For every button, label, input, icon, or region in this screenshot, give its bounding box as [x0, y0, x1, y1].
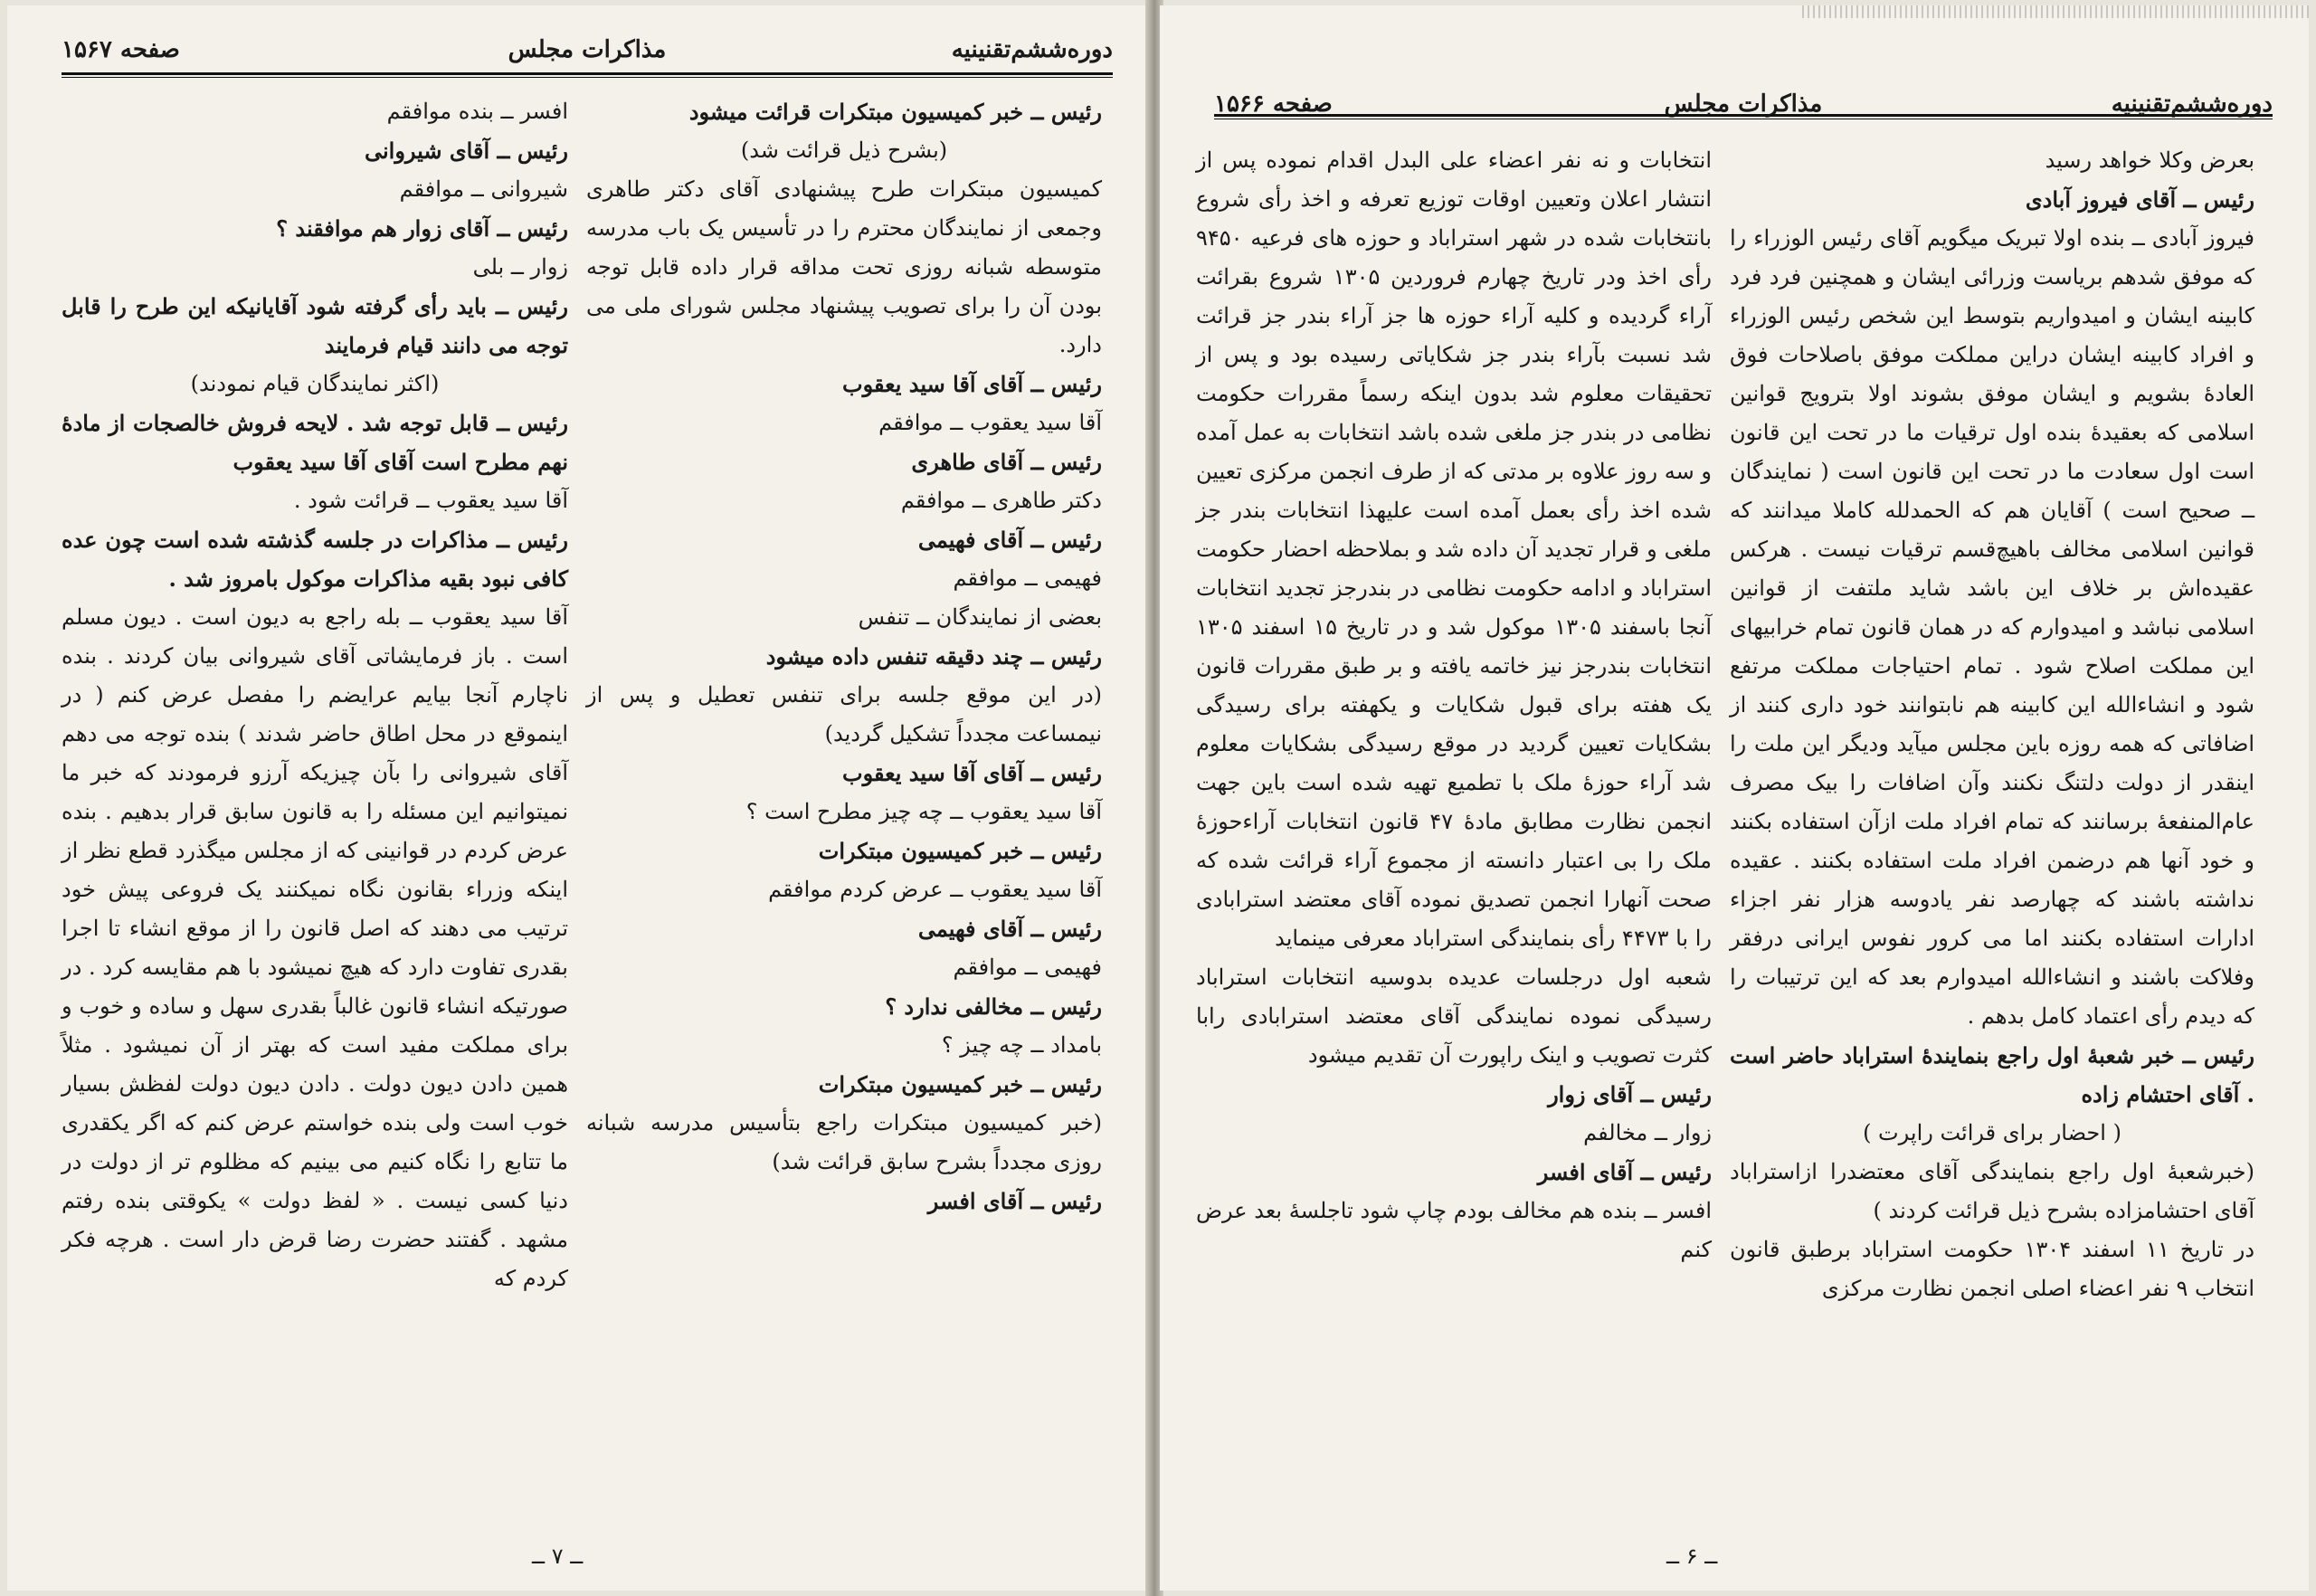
paragraph: رئیس ــ آقای افسر: [1537, 1159, 1712, 1185]
paragraph: افسر ــ بنده موافقم: [386, 99, 568, 124]
paragraph: آقا سید یعقوب ــ موافقم: [878, 410, 1102, 435]
right-page-column-2: [1196, 141, 1712, 1269]
paragraph: زوار ــ بلی: [472, 254, 568, 280]
paragraph: رئیس ــ آقای شیروانی: [364, 138, 568, 164]
page-title: مذاکرات مجلس: [1664, 90, 1823, 118]
paragraph: ( احضار برای قرائت راپرت ): [1863, 1120, 2121, 1145]
paragraph: رئیس ــ آقای آقا سید یعقوب: [842, 371, 1102, 397]
paragraph: افسر ــ بنده هم مخالف بودم چاپ شود تاجلسهٔ بعد عرض کنم: [1196, 1198, 1712, 1262]
paragraph: شعبه اول درجلسات عدیده بدوسیه انتخابات استراباد رسیدگی نموده نمایندگی آقای معتضد استرابادی رابا کثرت تصویب و اینک راپورت آن تقدیم میشود: [1196, 964, 1712, 1068]
paragraph: بعضی از نمایندگان ــ تنفس: [858, 604, 1102, 630]
page-title: مذاکرات مجلس: [508, 36, 667, 63]
paragraph: آقا سید یعقوب ــ قرائت شود .: [293, 488, 568, 513]
paragraph: رئیس ــ مخالفی ندارد ؟: [885, 993, 1102, 1020]
left-page-column-1: [586, 92, 1102, 1221]
paragraph: آقا سید یعقوب ــ بله راجع به دیون است . دیون مسلم است . باز فرمایشاتی آقای شیروانی بیان کردند . بنده ناچارم آنجا بیایم عرایضم را مفصل عرض کنم ( در اینموقع در محل اطاق حاضر شدند ) بنده توجه می دهم آقای شیروانی را بآن چیزیکه آرزو فرمودند که خبر ما نمیتوانیم این مسئله را به قانون سابق قرار بدهیم . بنده عرض کردم در قوانینی که از مجلس میگذرد قطع نظر از اینکه وزراء بقانون نگاه نمیکنند یک فروعی پیش خود ترتیب می دهند که اصل قانون را از موقع انشاء تا اجرا بقدری تفاوت دارد که هیچ نمیشود با هم مقایسه کرد . در صورتیکه انشاء قانون غالباً بقدری سهل و ساده و خوب و برای مملکت مفید است که بهتر از آن نمیشود . مثلاً همین دادن دیون دولت . دادن دیون دولت لفظش بسیار خوب است ولی بنده خواستم عرض کنم که اگر یکقدری ما تتابع را نگاه کنیم می بینیم که مظلوم تر از دولت در دنیا کسی نیست . « لفظ دولت » یکوقتی بنده رفتم مشهد . گفتند حضرت رضا قرض دار است . هرچه فکر کردم که: [62, 604, 569, 1291]
header-rule: [62, 72, 1113, 78]
right-page: [1160, 5, 2309, 1591]
paragraph: رئیس ــ خبر کمیسیون مبتکرات قرائت میشود: [688, 99, 1102, 125]
header-rule: [1214, 114, 2273, 119]
paragraph: رئیس ــ آقای زوار: [1548, 1081, 1712, 1107]
paragraph: رئیس ــ آقای افسر: [927, 1188, 1102, 1214]
paragraph: فهیمی ــ موافقم: [953, 955, 1102, 980]
scan-speckle: [1802, 5, 2309, 18]
folio-number: ــ ۶ ــ: [1666, 1544, 1718, 1569]
paragraph: بامداد ــ چه چیز ؟: [941, 1032, 1102, 1058]
right-page-column-1: [1730, 141, 2254, 1308]
paragraph: رئیس ــ آقای فیروز آبادی: [2025, 186, 2254, 213]
paragraph: انتخابات و نه نفر اعضاء علی البدل اقدام نموده پس از انتشار اعلان وتعیین اوقات توزیع تعرفه و اخذ رأی شروع بانتخابات شده در شهر استراباد و حوزه های فرعیه ۹۴۵۰ رأی اخذ ودر تاریخ چهارم فروردین ۱۳۰۵ شروع بقرائت آراء گردیده و کلیه آراء حوزه ها جز آراء بندر جز قرائت شد نسبت بآراء بندر جز شکایاتی رسیده بود و پس از تحقیقات معلوم شد بدون اینکه رسماً مقررات حکومت نظامی در بندر جز ملغی شده باشد انتخابات به عمل آمده و سه روز علاوه بر مدتی که از طرف انجمن مرکزی تعیین شده اخذ رأی بعمل آمده است علیهذا انتخابات بندر جز ملغی و قرار تجدید آن داده شد و بملاحظه احضار حکومت استراباد و ادامه حکومت نظامی در بندرجز تجدید انتخابات آنجا باسفند ۱۳۰۵ موکول شد و در تاریخ ۱۵ اسفند ۱۳۰۵ انتخابات بندرجز نیز خاتمه یافته و بر طبق مقررات قانون یک هفته برای قبول شکایات و یکهفته برای رسیدگی بشکایات تعیین گردید در موقع رسیدگی بشکایات معلوم شد آراء حوزهٔ ملک با تطمیع تهیه شده است باین جهت انجمن نظارت مطابق مادهٔ ۴۷ قانون انتخابات آراءحوزهٔ ملک را بی اعتبار دانسته از مجموع آراء قرائت شده که صحت آنهارا انجمن تصدیق نموده آقای معتضد استرابادی را با ۴۴۷۳ رأی بنمایندگی استراباد معرفی مینماید: [1196, 147, 1713, 951]
paragraph: رئیس ــ خبر کمیسیون مبتکرات: [818, 1071, 1102, 1097]
paragraph: دکتر طاهری ــ موافقم: [900, 488, 1102, 513]
paragraph: شیروانی ــ موافقم: [399, 176, 568, 202]
paragraph: رئیس ــ خبر کمیسیون مبتکرات: [818, 838, 1102, 864]
paragraph: در تاریخ ۱۱ اسفند ۱۳۰۴ حکومت استراباد برطبق قانون انتخاب ۹ نفر اعضاء اصلی انجمن نظارت مرکزی: [1730, 1237, 2254, 1301]
session-label: دوره‌ششم‌تقنینیه: [951, 36, 1113, 63]
paragraph: فهیمی ــ موافقم: [953, 565, 1102, 591]
paragraph: رئیس ــ چند دقیقه تنفس داده میشود: [765, 643, 1102, 670]
paragraph: رئیس ــ آقای فهیمی: [917, 916, 1102, 942]
paragraph: رئیس ــ قابل توجه شد . لایحه فروش خالصجات از مادهٔ نهم مطرح است آقای آقا سید یعقوب: [62, 410, 568, 475]
paragraph: (خبرشعبهٔ اول راجع بنمایندگی آقای معتضدرا ازاستراباد آقای احتشامزاده بشرح ذیل قرائت کردند ): [1730, 1159, 2254, 1223]
paragraph: (بشرح ذیل قرائت شد): [740, 138, 948, 163]
paragraph: (اکثر نمایندگان قیام نمودند): [190, 371, 440, 396]
left-page-header: [62, 31, 1113, 76]
paragraph: کمیسیون مبتکرات طرح پیشنهادی آقای دکتر طاهری وجمعی از نمایندگان محترم را در تأسیس یک باب مدرسه متوسطه شبانه روزی تحت مداقه قرار داده قابل توجه بودن آن را برای تصویب پیشنهاد مجلس شورای ملی می دارد.: [586, 176, 1102, 357]
paragraph: رئیس ــ باید رأی گرفته شود آقایانیکه این طرح را قابل توجه می دانند قیام فرمایند: [62, 293, 568, 358]
paragraph: (در این موقع جلسه برای تنفس تعطیل و پس از نیمساعت مجدداً تشکیل گردید): [586, 682, 1102, 746]
paragraph: فیروز آبادی ــ بنده اولا تبریک میگویم آقای رئیس الوزراء را که موفق شدهم بریاست وزرائی ایشان و همچنین فرد فرد کابینه ایشان و امیدواریم بتوسط این شخص رئیس الوزراء و افراد کابینه ایشان دراین مملکت موفق باصلاحات فوق العادهٔ بشویم و ایشان موفق بشوند اولا بترویج قوانین اسلامی که بعقیدهٔ بنده اول ترقیات ما در تحت این قانون است اول سعادت ما در تحت این قانون است ( نمایندگان ــ صحیح است ) آقایان هم که الحمدلله کاملا میدانند که قوانین اسلامی مخالف باهیچ‌قسم ترقیات نیست . هرکس عقیده‌اش بر خلاف این باشد شاید ملتفت از قوانین اسلامی نباشد و امیدوارم که در همان قانون تمام خرابیهای این مملکت اصلاح شود . تمام احتیاجات مملکت مرتفع شود و انشاءالله این کابینه هم نابتوانند خود داری کنند از اضافاتی که همه روزه باین مجلس میآید ودیگر این ملت را اینقدر از دولت دلتنگ نکنند وآن اضافات را بیک مصرف عام‌المنفعهٔ برسانند که تمام افراد ملت ازآن استفاده بکنند و خود آنها هم درضمن افراد ملت استفاده بکنند . عقیده نداشته باشند که چهارصد نفر یادوسه هزار نفر اجزاء ادارات استفاده بکنند اما می کرور نفوس ایرانی درفقر وفلاکت باشند و انشاءالله امیدوارم بعد که این ترتیبات را که دیدم رأی اعتماد کامل بدهم .: [1730, 225, 2255, 1029]
paragraph: زوار ــ مخالفم: [1583, 1120, 1712, 1145]
paragraph: رئیس ــ آقای طاهری: [911, 449, 1102, 475]
paragraph: آقا سید یعقوب ــ عرض کردم موافقم: [768, 877, 1102, 902]
folio-number: ــ ۷ ــ: [532, 1544, 584, 1569]
paragraph: بعرض وکلا خواهد رسید: [2045, 147, 2254, 173]
paragraph: رئیس ــ خبر شعبهٔ اول راجع بنمایندهٔ استراباد حاضر است . آقای احتشام زاده: [1730, 1042, 2254, 1107]
paragraph: رئیس ــ آقای فهیمی: [917, 527, 1102, 553]
page-number: صفحه ۱۵۶۷: [62, 36, 180, 63]
session-label: دوره‌ششم‌تقنینیه: [2111, 90, 2273, 118]
left-page-column-2: [62, 92, 568, 1298]
paragraph: (خبر کمیسیون مبتکرات راجع بتأسیس مدرسه شبانه روزی مجدداً بشرح سابق قرائت شد): [586, 1110, 1102, 1174]
paragraph: رئیس ــ آقای زوار هم موافقند ؟: [276, 215, 568, 242]
page-number: صفحه ۱۵۶۶: [1214, 90, 1333, 118]
paragraph: رئیس ــ آقای آقا سید یعقوب: [842, 760, 1102, 786]
paragraph: آقا سید یعقوب ــ چه چیز مطرح است ؟: [745, 799, 1102, 824]
right-page-header: [1214, 85, 2273, 130]
left-page: [7, 5, 1149, 1591]
paragraph: رئیس ــ مذاکرات در جلسه گذشته شده است چون عده کافی نبود بقیه مذاکرات موکول بامروز شد .: [62, 527, 568, 592]
